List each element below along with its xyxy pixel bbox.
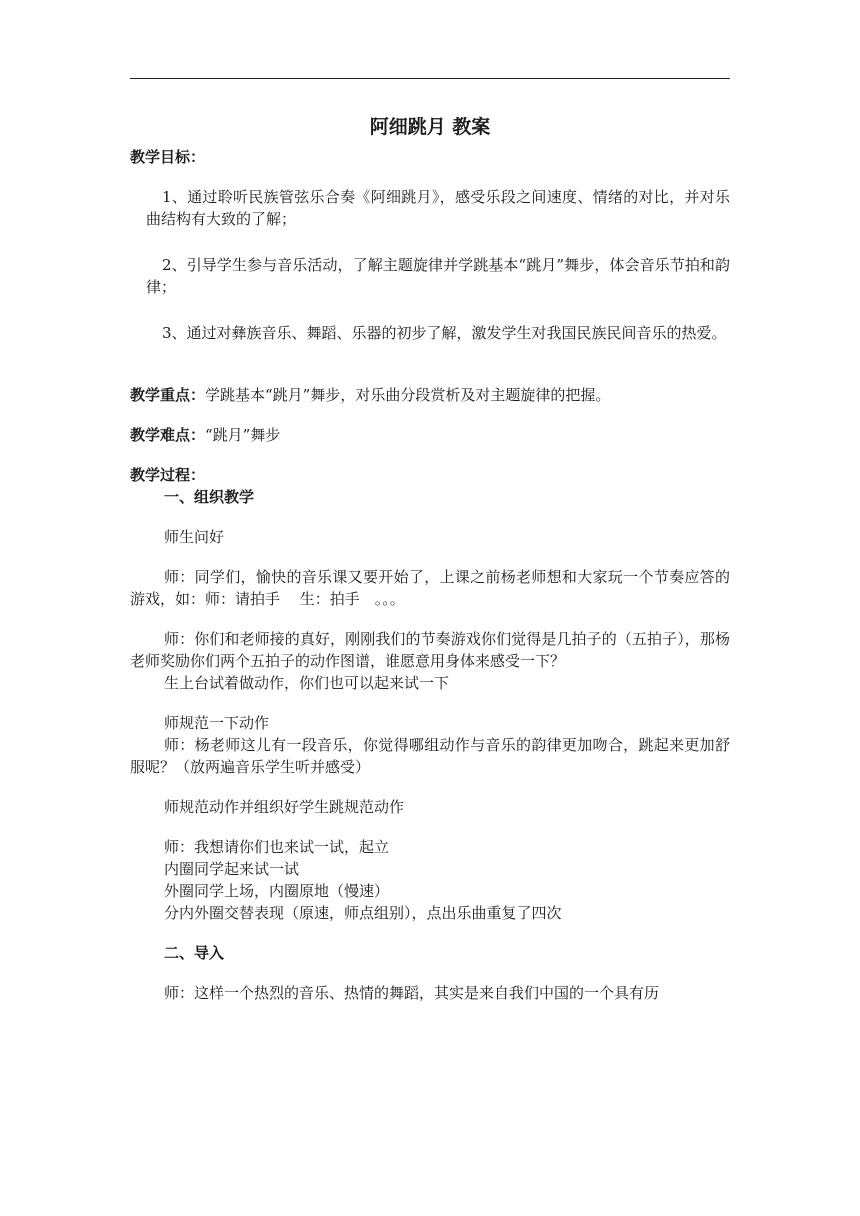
header-rule xyxy=(130,78,730,79)
s2-paragraph-1: 师：这样一个热烈的音乐、热情的舞蹈，其实是来自我们中国的一个具有历 xyxy=(164,984,660,1002)
s1-paragraph-3: 师：你们和老师接的真好，刚刚我们的节奏游戏你们觉得是几拍子的（五拍子），那杨老师奖励你们两个五拍子的动作图谱，谁愿意用身体来感受一下？ xyxy=(130,630,730,670)
s1-paragraph-4: 生上台试着做动作，你们也可以起来试一下 xyxy=(164,674,450,692)
difficulty-text: “跳月”舞步 xyxy=(205,426,281,444)
key-points-label: 教学重点： xyxy=(130,386,206,404)
s1-paragraph-6: 师：杨老师这儿有一段音乐，你觉得哪组动作与音乐的韵律更加吻合，跳起来更加舒服呢？（放两遍音乐学生听并感受） xyxy=(130,736,730,776)
objective-item-3: 3、通过对彝族音乐、舞蹈、乐器的初步了解，激发学生对我国民族民间音乐的热爱。 xyxy=(162,324,727,342)
s1-paragraph-9: 内圈同学起来试一试 xyxy=(164,860,300,878)
section-2-heading: 二、导入 xyxy=(164,944,225,962)
key-points-text: 学跳基本“跳月”舞步，对乐曲分段赏析及对主题旋律的把握。 xyxy=(205,386,611,404)
difficulty-line xyxy=(130,424,730,446)
s1-paragraph-2: 师：同学们，愉快的音乐课又要开始了，上课之前杨老师想和大家玩一个节奏应答的游戏，如：师：请拍手 生：拍手 。。。 xyxy=(130,568,730,608)
document-page xyxy=(130,112,730,1004)
difficulty-label: 教学难点： xyxy=(130,426,206,444)
s1-paragraph-8: 师：我想请你们也来试一试，起立 xyxy=(164,838,390,856)
objective-item-1: 1、通过聆听民族管弦乐合奏《阿细跳月》，感受乐段之间速度、情绪的对比，并对乐曲结构有大致的了解； xyxy=(146,188,730,228)
s1-paragraph-10: 外圈同学上场，内圈原地（慢速） xyxy=(164,882,390,900)
s1-paragraph-1: 师生问好 xyxy=(164,528,225,546)
key-points-line xyxy=(130,384,730,406)
document-title: 阿细跳月 教案 xyxy=(369,116,491,138)
process-label: 教学过程： xyxy=(130,466,206,484)
objectives-label: 教学目标： xyxy=(130,148,206,166)
section-1-heading: 一、组织教学 xyxy=(164,488,255,506)
s1-paragraph-5: 师规范一下动作 xyxy=(164,714,270,732)
objective-item-2: 2、引导学生参与音乐活动，了解主题旋律并学跳基本“跳月”舞步，体会音乐节拍和韵律； xyxy=(146,256,730,296)
s1-paragraph-7: 师规范动作并组织好学生跳规范动作 xyxy=(164,798,405,816)
s1-paragraph-11: 分内外圈交替表现（原速，师点组别），点出乐曲重复了四次 xyxy=(164,904,562,922)
